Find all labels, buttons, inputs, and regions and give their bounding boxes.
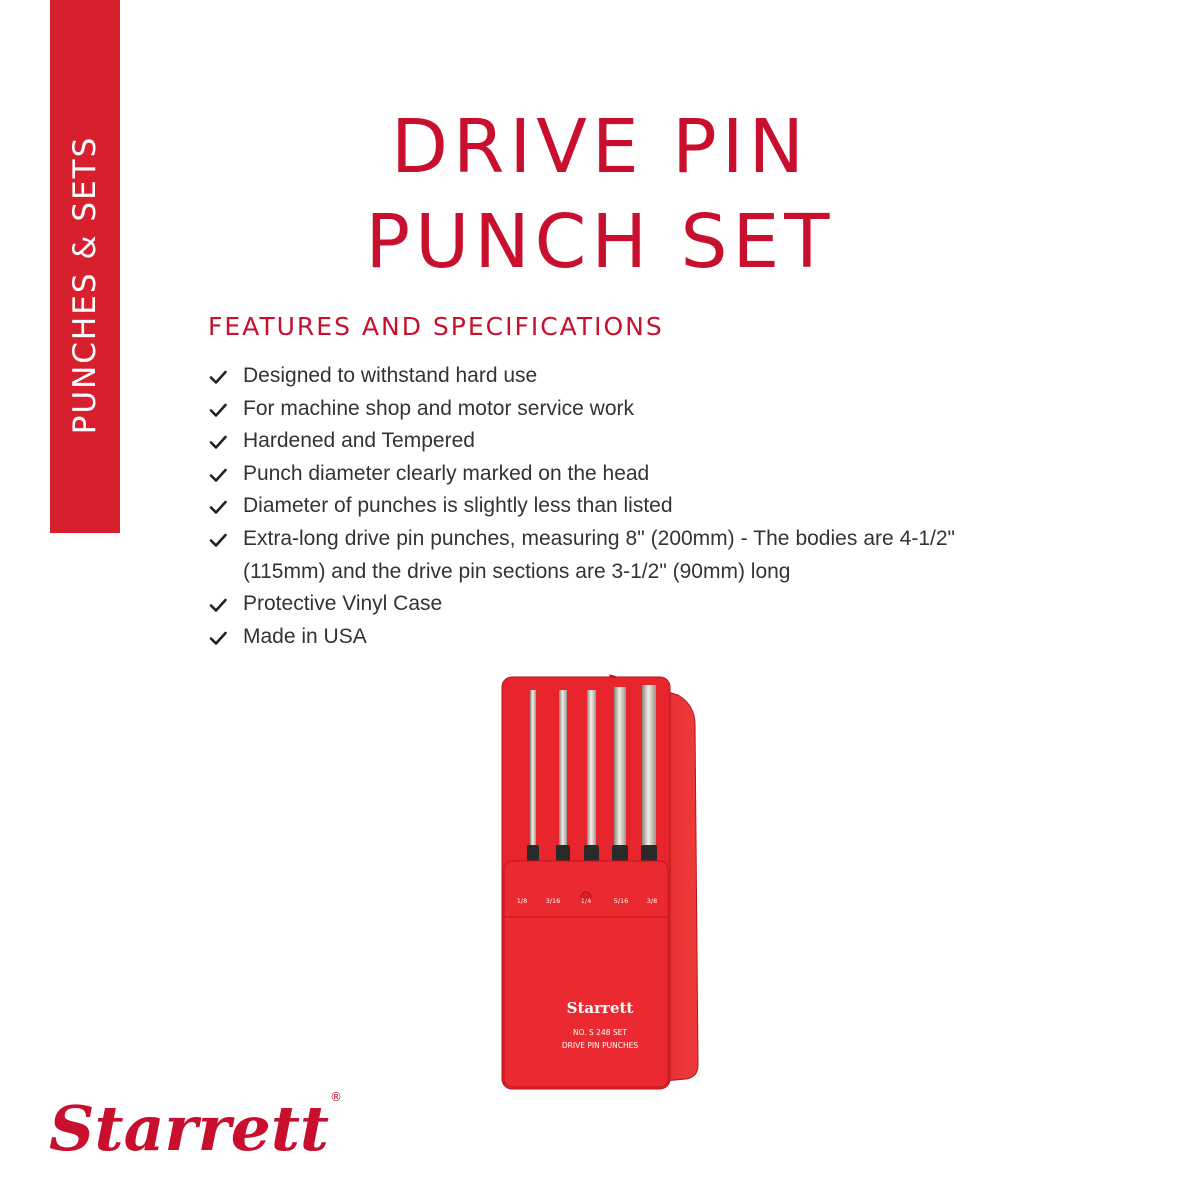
feature-item [205,523,955,588]
feature-item [205,621,955,654]
feature-item [205,425,955,458]
feature-text: Made in USA [243,624,367,648]
page-title-line-1: DRIVE PIN [391,104,809,190]
check-icon [208,497,228,517]
feature-text: Diameter of punches is slightly less than listed [243,494,673,518]
category-label: PUNCHES & SETS [67,135,103,435]
feature-item [205,360,955,393]
feature-text: Hardened and Tempered [243,429,475,453]
feature-list [205,360,955,653]
feature-item [205,393,955,426]
size-label: 1/4 [580,897,592,905]
case-description: DRIVE PIN PUNCHES [561,1041,639,1050]
check-icon [208,628,228,648]
check-icon [208,530,228,550]
starrett-logo [45,1080,355,1170]
section-heading: FEATURES AND SPECIFICATIONS [208,312,664,341]
check-icon [208,367,228,387]
feature-item [205,458,955,491]
feature-text: Extra-long drive pin punches, measuring 8" (200mm) - The bodies are 4-1/2" (115mm) and the drive pin sections are 3-1/2" (90mm) long [243,526,955,583]
feature-text: Designed to withstand hard use [243,364,538,387]
size-label: 5/16 [613,897,629,905]
feature-text: Protective Vinyl Case [243,592,443,616]
punch-set-product-image [490,665,720,1100]
feature-text: Punch diameter clearly marked on the head [243,461,650,485]
case-brand-text: Starrett [566,999,634,1017]
case-set-number: NO. S 248 SET [573,1028,627,1037]
check-icon [208,432,228,452]
size-label: 3/16 [545,897,561,905]
registered-mark: ® [330,1090,342,1104]
check-icon [208,465,228,485]
feature-item [205,588,955,621]
svg-text:Starrett: Starrett [49,1092,330,1165]
feature-text: For machine shop and motor service work [243,396,634,420]
check-icon [208,595,228,615]
size-label: 3/8 [646,897,658,905]
size-label: 1/8 [516,897,528,905]
page-title-line-2: PUNCH SET [365,199,835,285]
check-icon [208,400,228,420]
feature-item [205,490,955,523]
